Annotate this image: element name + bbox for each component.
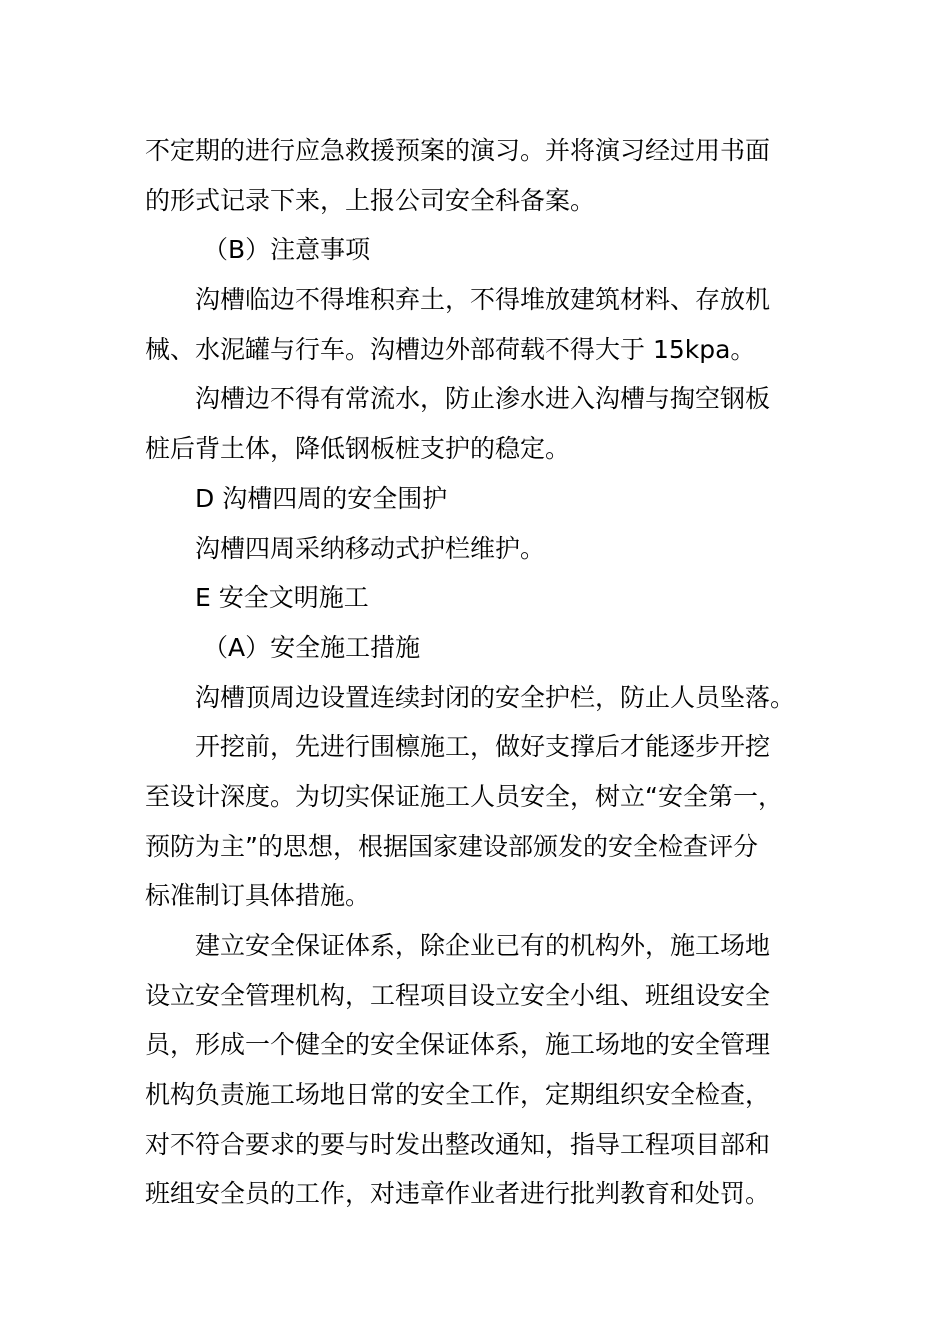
body-text bbox=[145, 126, 805, 1219]
text-line: 开挖前，先进行围檩施工，做好支撑后才能逐步开挖 bbox=[195, 732, 771, 762]
text-line: 班组安全员的工作，对违章作业者进行批判教育和处罚。 bbox=[145, 1179, 771, 1209]
text-line: 沟槽四周采纳移动式护栏维护。 bbox=[195, 533, 546, 563]
text-line: 机构负责施工场地日常的安全工作，定期组织安全检查， bbox=[145, 1080, 771, 1110]
section-heading-civilized-construction: E 安全文明施工 bbox=[195, 583, 369, 613]
text-line: 对不符合要求的要与时发出整改通知，指导工程项目部和 bbox=[145, 1129, 771, 1159]
text-line: 的形式记录下来，上报公司安全科备案。 bbox=[145, 185, 596, 215]
text-line: 设立安全管理机构，工程项目设立安全小组、班组设安全 bbox=[145, 980, 771, 1010]
subsection-heading-notes: （B）注意事项 bbox=[203, 235, 371, 265]
text-line: 员，形成一个健全的安全保证体系，施工场地的安全管理 bbox=[145, 1030, 771, 1060]
text-line: 标准制订具体措施。 bbox=[145, 881, 371, 911]
text-line: 预防为主”的思想，根据国家建设部颁发的安全检查评分 bbox=[145, 831, 758, 861]
text-line: 沟槽边不得有常流水，防止渗水进入沟槽与掏空钢板 bbox=[195, 384, 771, 414]
text-line: 至设计深度。为切实保证施工人员安全，树立“安全第一， bbox=[145, 781, 783, 811]
subsection-heading-safety-measures: （A）安全施工措施 bbox=[203, 632, 421, 662]
text-line: 沟槽顶周边设置连续封闭的安全护栏，防止人员坠落。 bbox=[195, 682, 796, 712]
text-line: 沟槽临边不得堆积弃土，不得堆放建筑材料、存放机 bbox=[195, 285, 771, 315]
section-heading-enclosure: D 沟槽四周的安全围护 bbox=[195, 483, 448, 513]
text-line: 建立安全保证体系，除企业已有的机构外，施工场地 bbox=[195, 931, 771, 960]
text-line: 桩后背土体，降低钢板桩支护的稳定。 bbox=[145, 434, 571, 464]
text-line: 不定期的进行应急救援预案的演习。并将演习经过用书面 bbox=[145, 136, 771, 165]
text-line: 械、水泥罐与行车。沟槽边外部荷载不得大于 15kpa。 bbox=[145, 334, 756, 364]
